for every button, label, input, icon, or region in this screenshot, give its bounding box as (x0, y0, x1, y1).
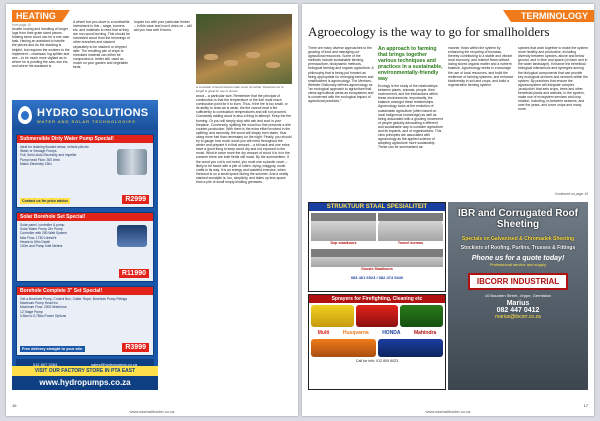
article-column-3: manner, flows within the system by enhancing the recycling of biomass, thereby contributing to a stable and vibrant rural economy, and nutrient flows without losing stored organic matter and a nutrient balance. Agroecology seeks to encourage the use of local resources, and build the resilience of farming systems, and enhance biodiversity in soil and crops, and build a regenerative farming system. (448, 46, 514, 87)
left-page (6, 4, 298, 416)
right-page (302, 4, 594, 416)
photo-caption: A mountain of wood stored under cover for winter. Firewood cut to length is great for use in stoves. (196, 85, 284, 93)
offer3-item: 0,5kw to 0,75kw Power Options (20, 313, 67, 318)
article-column-2 (378, 46, 444, 198)
brand-logo: HONDA (382, 330, 401, 336)
offer-dirty-water-pump (16, 134, 154, 208)
article-column-4: species that work together to make the system more healthy and productive, including diversity between species, above and below ground, and in time and space (on farm and in the wider landscape). Enhance the beneficial biological interactions and synergies among the biological components that can provide key ecological services and services within the system. By practices that ensure the agroecosystem will integrate complex 'production' that sets crops, trees and other beneficial plants and animals. In the system, make use of ecosystem services and crop rotation, including, in-between seasons, and over the years, and cover crops and many more. (518, 46, 588, 112)
brand-logo: Multi (317, 330, 330, 336)
hydro-phone[interactable]: 012 807 3264 (32, 361, 58, 367)
footer-url-right[interactable]: www.sasmallholder.co.za (425, 409, 471, 414)
sprayer-tank-image (378, 339, 443, 357)
section-tag-heating: HEATING (12, 10, 62, 22)
offer2-price: R11990 (119, 269, 149, 278)
page-number-right: 17 (583, 403, 588, 408)
article-subhead: An approach to farming that brings together various techniques and practices in a sustainable, environmentally-friendly way (378, 46, 443, 82)
offer2-item: 120m and Pump Inlet Meters (20, 244, 63, 249)
sprayer-tank-image (311, 339, 376, 357)
offer2-item: Heads to 50m Depth (20, 239, 51, 244)
offer3-item: 12 Stage Pump (20, 309, 43, 314)
struct-phones[interactable]: 083 461 6523 / 082 474 5440 (350, 275, 404, 280)
offer1-contact-note: Contact us for price advice (22, 199, 69, 203)
from-page-note: from page 15 (12, 23, 31, 27)
article-column-3: Inquire too with your particular timber – in this case and how it dries on – will aid you how well it burns. (134, 20, 192, 33)
shed-image-2 (311, 249, 443, 267)
offer3-item: Get a Borehole Pump, Control Box, Cable, Rope, Borehole Pump Fittings (20, 297, 128, 301)
offer1-item: Pump head Flow: 300 l/min (20, 157, 60, 162)
article-column-1: There are many diverse approaches to the growing of food and managing our agricultural resources. Some of the methods include sustainable farming, permaculture, biodynamic methods, biological farming and organic agriculture. A philosophy that is being put forward as being appropriate for emerging farmers and smallholders is agroecology. The Merriam-Webster Dictionary defines agroecology as "an ecological approach to agriculture that views agricultural areas as ecosystems and is concerned with the ecological impact of agricultural practices." (308, 46, 374, 104)
structural-steel-ad[interactable] (308, 202, 446, 292)
woodpile-photo (196, 14, 292, 84)
hydro-solutions-ad[interactable] (12, 100, 158, 390)
hydro-email[interactable]: sales@hydropumps.co.za (91, 361, 138, 367)
hydro-logo (12, 100, 158, 130)
offer2-item: Controller with 250 Watt System (20, 231, 67, 236)
offer-borehole-complete (16, 286, 154, 356)
article-headline: Agroecology is the way to go for smallholders (308, 24, 550, 39)
offer1-title: Submersible Dirty Water Pump Special! (17, 135, 153, 143)
water-drop-icon (18, 106, 32, 124)
offer2-item: Solar Water Pump 24v Pump (20, 227, 63, 232)
ibcorr-logo: IBCORR INDUSTRIAL (468, 273, 568, 290)
ibr-line-2: Stockists of Roofing, Purlins, Trusses & Fittings (460, 245, 576, 251)
offer1-price: R2999 (122, 195, 149, 204)
pump-image (117, 149, 147, 175)
ibr-phone[interactable]: 082 447 0412 (496, 307, 540, 314)
article-column-2: A wheel box pro-stove is a worthwhile investment in this – stage, burners etc, and materials to reed that at they are non-wood burning. This should be harvested wood from the trimmings of other branches and stacked separately to be stacked or chipped later. The resulting pile of chips or shredded material can either be composted or, better still, used as mulch on your garden and vegetable beds. (73, 20, 130, 70)
ibr-email[interactable]: marius@ibcorr.co.za (495, 314, 541, 320)
offer2-item: Solar panel, controller & pump (20, 223, 65, 227)
continued-note: Continued on page 19 (554, 192, 588, 196)
visit-factory-bar: VISIT OUR FACTORY STORE IN PTA EAST (12, 366, 158, 376)
ibcorr-roof-sheeting-ad[interactable] (448, 202, 588, 390)
ibr-quote-cta: Phone us for a quote today! (471, 255, 565, 262)
offer3-item: Maximum Flow: 2000 litres/hour (20, 305, 67, 310)
ibr-contact-person: Marius (506, 300, 530, 307)
struct-label-3: Gouste Staalkuurs (361, 267, 393, 271)
offer1-item: Ideal for draining flooded areas, vehicle pits etc (20, 145, 89, 149)
sprayer-tank-image (400, 305, 443, 327)
offer-solar-borehole (16, 212, 154, 282)
footer-url-left[interactable]: www.sasmallholder.co.za (129, 409, 175, 414)
article-column-1 (12, 23, 70, 97)
hydro-brand-name: HYDRO SOLUTIONS (37, 106, 149, 119)
tunnel-image (378, 213, 443, 241)
brand-logo: Mahindra (414, 330, 437, 336)
section-tag-terminology: TERMINOLOGY (511, 10, 594, 22)
hydro-website-link[interactable]: www.hydropumps.co.za (12, 376, 158, 390)
offer2-item: Max Flow: 1750 Litres/Hr (20, 235, 57, 240)
sprayer-ad-title: Sprayers for Firefighting, Cleaning etc (309, 295, 445, 303)
struct-ad-title: STRUKTUUR STAAL SPESIALITEIT (309, 203, 445, 211)
page-number-left: 16 (12, 403, 17, 408)
struct-label-2: Tonnel kurmas (397, 241, 424, 245)
column-1-text: double rooting and handling of longer logs from their grate sized pieces. Making stove wood can be a one-man task. Having an assistant to handle the pieces and do the stacking is helpful, but requires the workers to the implement – chainsaw, log splitter and axe – to be much more vigilant as to where he is pointing the saw, axe etc, and where the assistant is. (12, 27, 70, 68)
sprayer-brands (309, 329, 445, 337)
solar-panel-image (117, 225, 147, 247)
offer3-price: R3999 (122, 343, 149, 352)
shed-image (311, 213, 376, 241)
free-delivery-note: Free delivery straight to your site. (22, 347, 83, 351)
ibr-ad-title: IBR and Corrugated Roof Sheeting (458, 208, 578, 230)
offer1-item: Water or Sewage Pumps (20, 149, 57, 154)
ibr-quote-sub: Professional service and supply (489, 262, 547, 267)
ibr-address: 10 Bourden Street, Jeppe, Germiston (484, 293, 552, 298)
sprayer-contact[interactable]: Call for info: 012 809 6023 (355, 359, 399, 363)
sprayer-tank-image (311, 305, 354, 327)
struct-label-1: Dop staalkuurs (330, 241, 357, 245)
offer2-title: Solar Borehole Set Special! (17, 213, 153, 221)
hydro-tagline: WATER AND SOLAR TECHNOLOGIES (37, 118, 136, 124)
offer1-item: Mains Electricity 230v (20, 161, 52, 166)
ibr-line-1: Specials on Galvanised & Chromadek Sheeting (461, 236, 575, 242)
sprayer-ad[interactable] (308, 294, 446, 390)
sprayer-tank-image (356, 305, 399, 327)
offer3-title: Borehole Complete 3" Set Special! (17, 287, 153, 295)
offer3-item: Maximum Pump Head Inc (20, 301, 58, 306)
article-column-4: wood – a particular size. Remember that the principal of combustion is that the temperature of the fuel must reach combustion point for it to burn. Thus, if the fire is too small, or its ability to draw air is weak, the fire cannot heat a fire sufficiently to combustion temperatures and will not proceed. Constantly adding wood is also a thing to attempt. Keep the fire burning. Or you will simply stop with ash and soot in your fireplace. Conversely, splitting the wood too fine presents a dire counter-production. With them is the extra effort involved in the splitting, and secondly, the wood will simply burn faster, thus using more fuel than necessary on the night. Finally, you should try to gauge how much wood you will need throughout the winter and prepare it in that amount – a bit back and one extra; have a good thing to keep wood dry and not exposed to the moist. Wind in twice more the dry amount of wood it is in in the summer there are both fields still moist. By the summertime, if the wood you cut is not moist, you must use a plastic cover – likely to be faced with a pile of rotten, dying, maggoty, moist crafts in its way. It is an energy and wasteful exercise, when firewood is on a small space during the summer. And a neatly stacked woodpile is, too, simplicity, and takes up less space than a pile of small empty kindling grenades. (196, 94, 292, 184)
column-2-text: Ecology is the study of the relationships between plants, animals, people, their environment, and the interactions within these environments. Importantly, the balance amongst these relationships. Agroecology looks at the evolution of sustainable agriculture (often based on local indigenous knowledge) as well as being associated with a growing movement of people globally advocating a different and sustainable way to consider agriculture and its impacts, and of organisations. This view principles are associated with agroecology as the applied science of adopting agriculture more sustainably. These can be summarised as: (378, 84, 444, 150)
magazine-spread (6, 4, 594, 416)
brand-logo: Husqvarna (342, 330, 369, 336)
offer1-item: Full, Semi-Auto Electricity and Impeller (20, 153, 77, 158)
